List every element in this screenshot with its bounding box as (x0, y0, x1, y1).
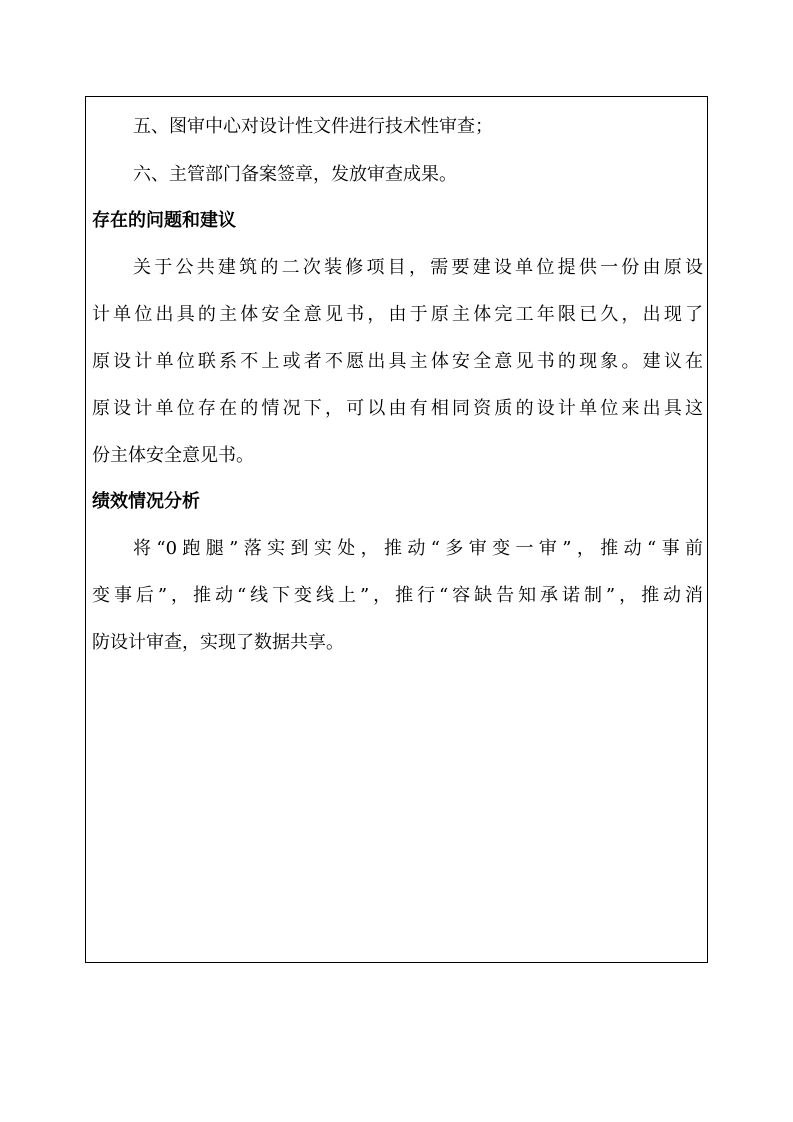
issues-heading: 存在的问题和建议 (92, 210, 236, 231)
issues-line-5: 份主体安全意见书。 (92, 445, 254, 466)
performance-line-2: 变事后”，推动“线下变线上”，推行“容缺告知承诺制”，推动消 (92, 585, 703, 606)
step-five: 五、图审中心对设计性文件进行技术性审查； (133, 116, 493, 137)
performance-line-3: 防设计审查，实现了数据共享。 (92, 632, 344, 653)
issues-line-2: 计单位出具的主体安全意见书，由于原主体完工年限已久，出现了 (92, 304, 703, 325)
step-six: 六、主管部门备案签章，发放审查成果。 (133, 164, 457, 185)
issues-line-3: 原设计单位联系不上或者不愿出具主体安全意见书的现象。建议在 (92, 351, 703, 372)
issues-line-1: 关于公共建筑的二次装修项目，需要建设单位提供一份由原设 (133, 257, 703, 278)
performance-line-1: 将“0跑腿”落实到实处，推动“多审变一审”，推动“事前 (133, 538, 703, 559)
performance-heading: 绩效情况分析 (92, 491, 200, 512)
issues-line-4: 原设计单位存在的情况下，可以由有相同资质的设计单位来出具这 (92, 398, 703, 419)
document-frame (85, 96, 708, 963)
